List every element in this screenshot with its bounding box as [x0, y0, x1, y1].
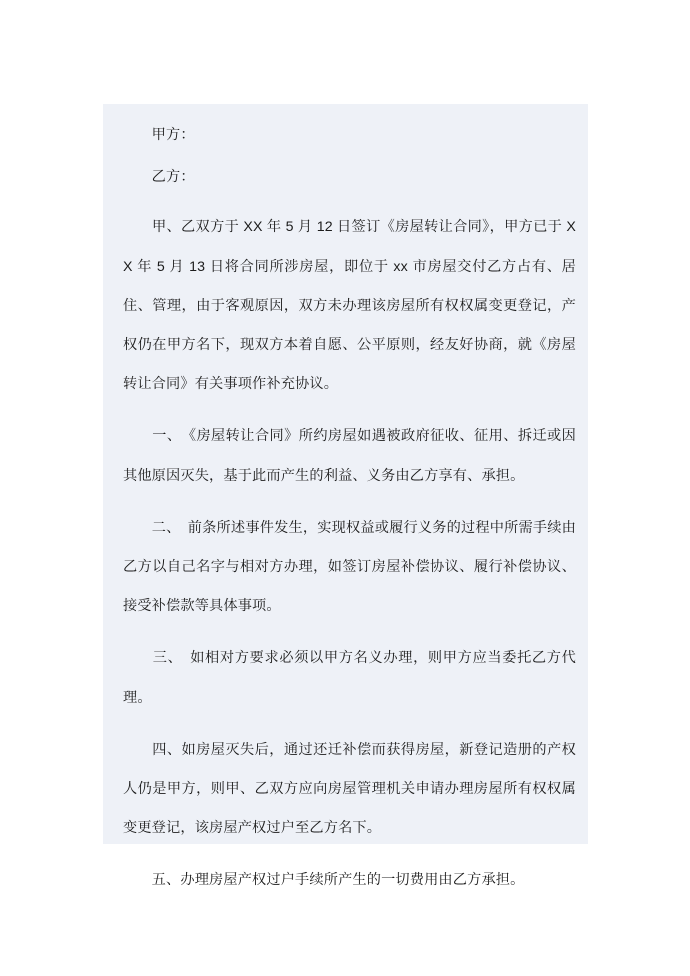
party-a-field: 甲方：: [123, 127, 195, 143]
party-b-field: 乙方：: [123, 169, 195, 186]
preamble-paragraph: 甲、乙双方于 XX 年 5 月 12 日签订《房屋转让合同》，甲方已于 XX 年 5 月 13 日将合同所涉房屋，即位于 xx 市房屋交付乙方占有、居住、管理，由于客观原因，双方未办理该房屋所有权权属变更登记，产权仍在甲方名下，现双方本着自愿、公平原则，经友好协商，就《房屋转让合同》有关事项作补充协议。: [123, 219, 576, 393]
clause-paragraph-5: 五、办理房屋产权过户手续所产生的一切费用由乙方承担。: [123, 872, 525, 889]
spacer-after-party-b: [103, 197, 588, 208]
clause-paragraph-2: 二、 前条所述事件发生，实现权益或履行义务的过程中所需手续由乙方以自己名字与相对方办理，如签订房屋补偿协议、履行补偿协议、接受补偿款等具体事项。: [123, 519, 576, 615]
clause-paragraph-4: 四、如房屋灭失后，通过还迁补偿而获得房屋，新登记造册的产权人仍是甲方，则甲、乙双方应向房屋管理机关申请办理房屋所有权权属变更登记，该房屋产权过户至乙方名下。: [123, 741, 576, 837]
clause-paragraph-3: 三、 如相对方要求必须以甲方名义办理，则甲方应当委托乙方代理。: [123, 650, 576, 706]
clause-paragraph-1: 一、 《房屋转让合同》所约房屋如遇被政府征收、征用、拆迁或因其他原因灭失，基于此而产生的利益、义务由乙方享有、承担。: [123, 428, 576, 484]
spacer-after-preamble: [103, 404, 588, 417]
spacer-after-clause-4: [103, 848, 588, 861]
spacer-after-clause-3: [103, 718, 588, 731]
document-content-block: [103, 104, 588, 889]
spacer-after-clause-2: [103, 626, 588, 639]
spacer-after-clause-1: [103, 496, 588, 509]
top-spacer: [103, 104, 588, 116]
